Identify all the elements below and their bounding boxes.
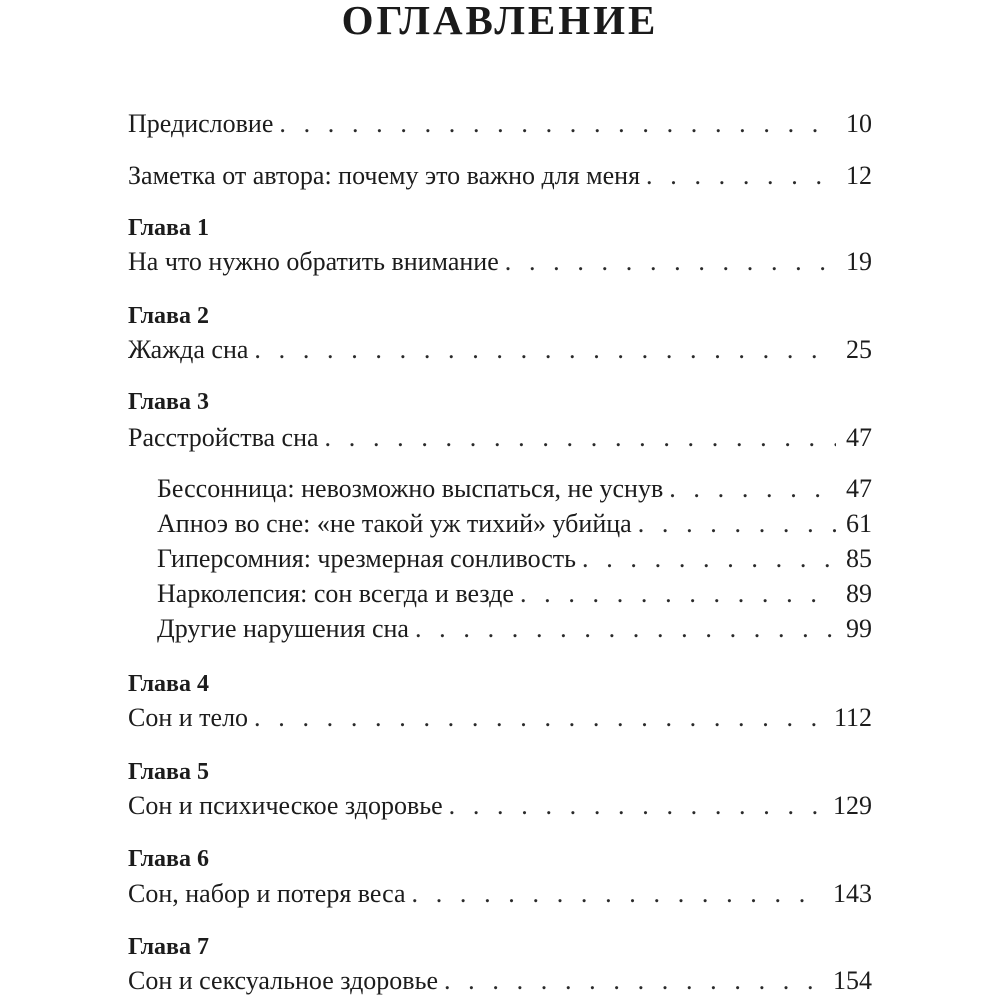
- chapter-heading-5: Глава 5: [128, 759, 209, 785]
- toc-entry-title: Нарколепсия: сон всегда и везде: [157, 579, 514, 608]
- chapter-heading-3: Глава 3: [128, 389, 209, 415]
- toc-entry-page: 112: [833, 703, 872, 732]
- toc-entry-page: 19: [846, 247, 872, 276]
- toc-entry-page: 25: [846, 335, 872, 364]
- chapter-heading-6: Глава 6: [128, 846, 209, 872]
- toc-entry-page: 61: [846, 509, 872, 538]
- toc-subentry-narcolepsy[interactable]: [157, 576, 872, 612]
- dot-leader: [669, 471, 836, 507]
- toc-entry-page: 143: [833, 879, 872, 908]
- toc-entry-title: Другие нарушения сна: [157, 614, 409, 643]
- toc-entry-title: Жажда сна: [128, 335, 249, 364]
- toc-entry-author-note[interactable]: [128, 158, 872, 194]
- toc-entry-title: Сон и тело: [128, 703, 249, 732]
- dot-leader: [325, 420, 836, 456]
- dot-leader: [582, 541, 836, 577]
- toc-entry-chapter-1[interactable]: [128, 244, 872, 280]
- toc-entry-title: Апноэ во сне: «не такой уж тихий» убийца: [157, 509, 632, 538]
- toc-entry-chapter-3[interactable]: [128, 420, 872, 456]
- page-title: ОГЛАВЛЕНИЕ: [341, 0, 659, 43]
- chapter-heading-7: Глава 7: [128, 934, 209, 960]
- chapter-heading-1: Глава 1: [128, 215, 209, 241]
- dot-leader: [279, 106, 836, 142]
- toc-entry-page: 10: [846, 109, 872, 138]
- toc-entry-title: Сон и сексуальное здоровье: [128, 966, 438, 995]
- dot-leader: [444, 963, 823, 999]
- dot-leader: [449, 788, 823, 824]
- toc-entry-title: Сон, набор и потеря веса: [128, 879, 406, 908]
- toc-subentry-apnea[interactable]: [157, 506, 872, 542]
- chapter-heading-2: Глава 2: [128, 303, 209, 329]
- dot-leader: [646, 158, 836, 194]
- chapter-heading-4: Глава 4: [128, 671, 209, 697]
- toc-entry-page: 47: [846, 474, 872, 503]
- toc-subentry-hypersomnia[interactable]: [157, 541, 872, 577]
- toc-entry-chapter-6[interactable]: [128, 876, 872, 912]
- toc-entry-chapter-7[interactable]: [128, 963, 872, 999]
- dot-leader: [254, 700, 824, 736]
- toc-entry-page: 154: [833, 966, 872, 995]
- dot-leader: [520, 576, 836, 612]
- toc-entry-page: 129: [833, 791, 872, 820]
- toc-entry-page: 99: [846, 614, 872, 643]
- toc-entry-page: 47: [846, 423, 872, 452]
- toc-entry-title: Бессонница: невозможно выспаться, не уснув: [157, 474, 664, 503]
- toc-entry-chapter-5[interactable]: [128, 788, 872, 824]
- toc-entry-preface[interactable]: [128, 106, 872, 142]
- dot-leader: [415, 611, 836, 647]
- toc-subentry-other-disorders[interactable]: [157, 611, 872, 647]
- toc-entry-page: 85: [846, 544, 872, 573]
- toc-entry-page: 12: [846, 161, 872, 190]
- toc-entry-page: 89: [846, 579, 872, 608]
- toc-entry-title: Гиперсомния: чрезмерная сонливость: [157, 544, 577, 573]
- toc-entry-title: Сон и психическое здоровье: [128, 791, 443, 820]
- dot-leader: [412, 876, 824, 912]
- dot-leader: [254, 332, 836, 368]
- toc-subentry-insomnia[interactable]: [157, 471, 872, 507]
- toc-entry-title: На что нужно обратить внимание: [128, 247, 499, 276]
- dot-leader: [505, 244, 836, 280]
- toc-entry-title: Расстройства сна: [128, 423, 319, 452]
- toc-entry-title: Заметка от автора: почему это важно для меня: [128, 161, 641, 190]
- toc-entry-chapter-4[interactable]: [128, 700, 872, 736]
- toc-entry-title: Предисловие: [128, 109, 274, 138]
- dot-leader: [638, 506, 836, 542]
- toc-entry-chapter-2[interactable]: [128, 332, 872, 368]
